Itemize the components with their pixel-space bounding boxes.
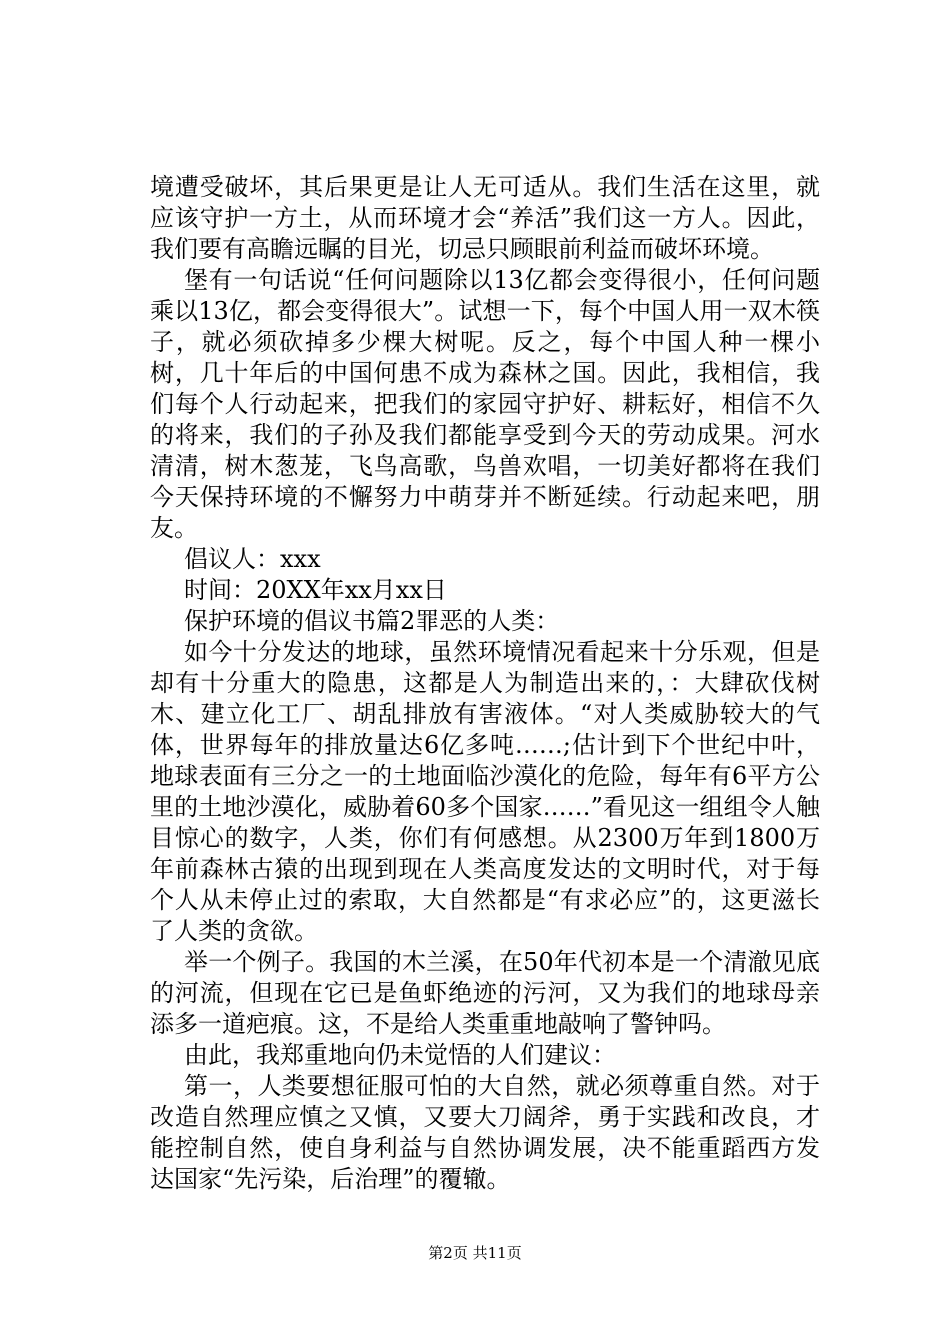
- page-number-footer: 第2页 共11页: [428, 1244, 522, 1262]
- section-heading: 保护环境的倡议书篇2罪恶的人类：: [184, 607, 560, 635]
- paragraph-1: 境遭受破坏，其后果更是让人无可适从。我们生活在这里，就应该守护一方土，从而环境才会“养活”我们这一方人。因此，我们要有高瞻远瞩的目光，切忌只顾眼前利益而破坏环境。: [150, 173, 820, 263]
- paragraph-4: 举一个例子。我国的木兰溪，在50年代初本是一个清澈见底的河流，但现在它已是鱼虾绝迹的污河，又为我们的地球母亲添多一道疤痕。这，不是给人类重重地敲响了警钟吗。: [150, 948, 820, 1038]
- paragraph-5: 由此，我郑重地向仍未觉悟的人们建议：: [184, 1041, 616, 1069]
- initiator-line: 倡议人：xxx: [184, 545, 321, 573]
- paragraph-3: 如今十分发达的地球，虽然环境情况看起来十分乐观，但是却有十分重大的隐患，这都是人为制造出来的，：大肆砍伐树木、建立化工厂、胡乱排放有害液体。“对人类威胁较大的气体，世界每年的排放量达6亿多吨……;估计到下个世纪中叶，地球表面有三分之一的土地面临沙漠化的危险，每年有6平方公里的土地沙漠化，威胁着60多个国家……”看见这一组组令人触目惊心的数字，人类，你们有何感想。从2300万年到1800万年前森林古猿的出现到现在人类高度发达的文明时代，对于每个人从未停止过的索取，大自然都是“有求必应”的，这更滋长了人类的贪欲。: [150, 638, 820, 945]
- document-body: [150, 172, 820, 1195]
- paragraph-6: 第一，人类要想征服可怕的大自然，就必须尊重自然。对于改造自然理应慎之又慎，又要大刀阔斧，勇于实践和改良，才能控制自然，使自身利益与自然协调发展，决不能重蹈西方发达国家“先污染，后治理”的覆辙。: [150, 1072, 820, 1193]
- date-line: 时间：20XX年xx月xx日: [184, 576, 447, 604]
- paragraph-2: 堡有一句话说“任何问题除以13亿都会变得很小，任何问题乘以13亿，都会变得很大”。试想一下，每个中国人用一双木筷子，就必须砍掉多少棵大树呢。反之，每个中国人种一棵小树，几十年后的中国何患不成为森林之国。因此，我相信，我们每个人行动起来，把我们的家园守护好、耕耘好，相信不久的将来，我们的子孙及我们都能享受到今天的劳动成果。河水清清，树木葱茏，飞鸟高歌，鸟兽欢唱，一切美好都将在我们今天保持环境的不懈努力中萌芽并不断延续。行动起来吧，朋友。: [150, 266, 820, 542]
